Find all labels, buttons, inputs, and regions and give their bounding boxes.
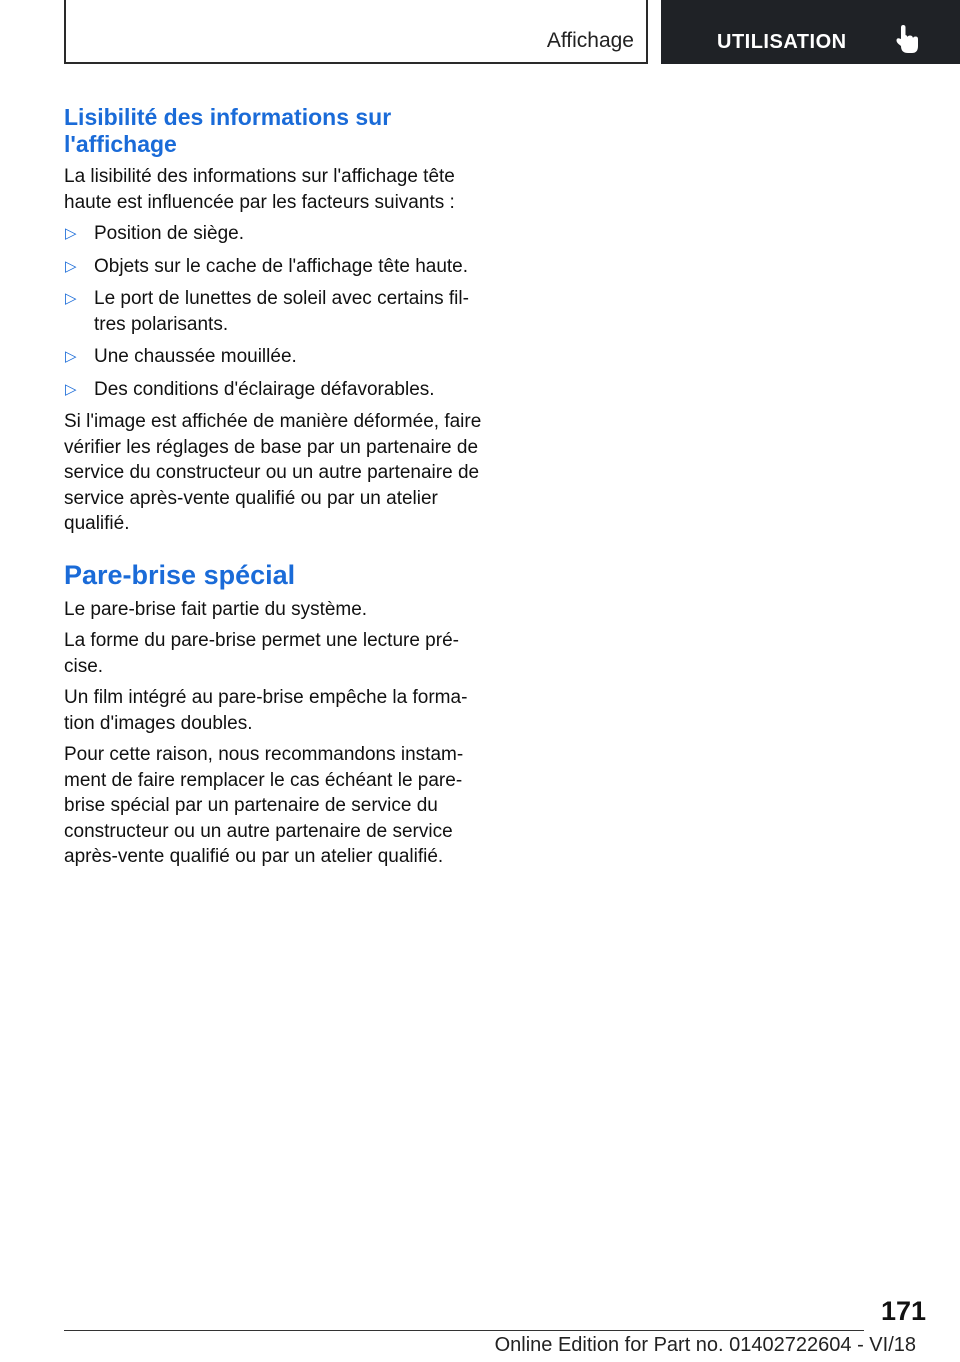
list-item: ▷ Position de siège. (64, 221, 484, 247)
chapter-tab-label: UTILISATION (717, 31, 847, 53)
list-item: ▷ Une chaussée mouillée. (64, 344, 484, 370)
hand-pointer-icon (895, 24, 921, 54)
triangle-bullet-icon: ▷ (65, 380, 77, 398)
header-chapter-tab[interactable] (661, 0, 960, 64)
page-number: 171 (880, 1296, 926, 1326)
windshield-paragraph: Un film intégré au pare-brise empêche la formation d'images doubles. (64, 687, 468, 734)
list-item: ▷ Le port de lunettes de soleil avec certains filtres polarisants. (65, 288, 469, 335)
list-item: ▷ Objets sur le cache de l'affichage tête haute. (64, 254, 484, 280)
windshield-paragraph: Le pare-brise fait partie du système. (64, 598, 368, 620)
triangle-bullet-icon: ▷ (65, 257, 77, 275)
footer-edition: Online Edition for Part no. 01402722604 - VI/18 (494, 1334, 916, 1356)
header-section-title: Affichage (546, 29, 634, 52)
triangle-bullet-icon: ▷ (65, 348, 77, 365)
readability-intro: La lisibilité des informations sur l'affichage tête haute est influencée par les facteurs suivants : (64, 166, 455, 213)
windshield-paragraph: La forme du pare-brise permet une lecture précise. (64, 630, 459, 677)
triangle-bullet-icon: ▷ (65, 290, 77, 307)
section-heading-readability: Lisibilité des informations sur l'affichage (64, 104, 392, 157)
section-heading-windshield: Pare-brise spécial (64, 559, 296, 590)
header-section-box (64, 0, 648, 64)
windshield-paragraph: Pour cette raison, nous recommandons instamment de faire remplacer le cas échéant le pare-brise spécial par un partenaire de service du constructeur ou un autre partenaire de service après-vente qualifié ou par un atelier qualifié. (64, 744, 464, 867)
footer-divider (64, 1330, 864, 1331)
readability-note: Si l'image est affichée de manière déformée, faire vérifier les réglages de base par un partenaire de service du constructeur ou un autre partenaire de service après-vente qualifié ou par un atelier qualifié. (64, 411, 482, 534)
main-content (64, 104, 484, 870)
list-item: ▷ Des conditions d'éclairage défavorables. (64, 377, 484, 403)
readability-factor-list (64, 221, 484, 402)
triangle-bullet-icon: ▷ (65, 225, 77, 242)
